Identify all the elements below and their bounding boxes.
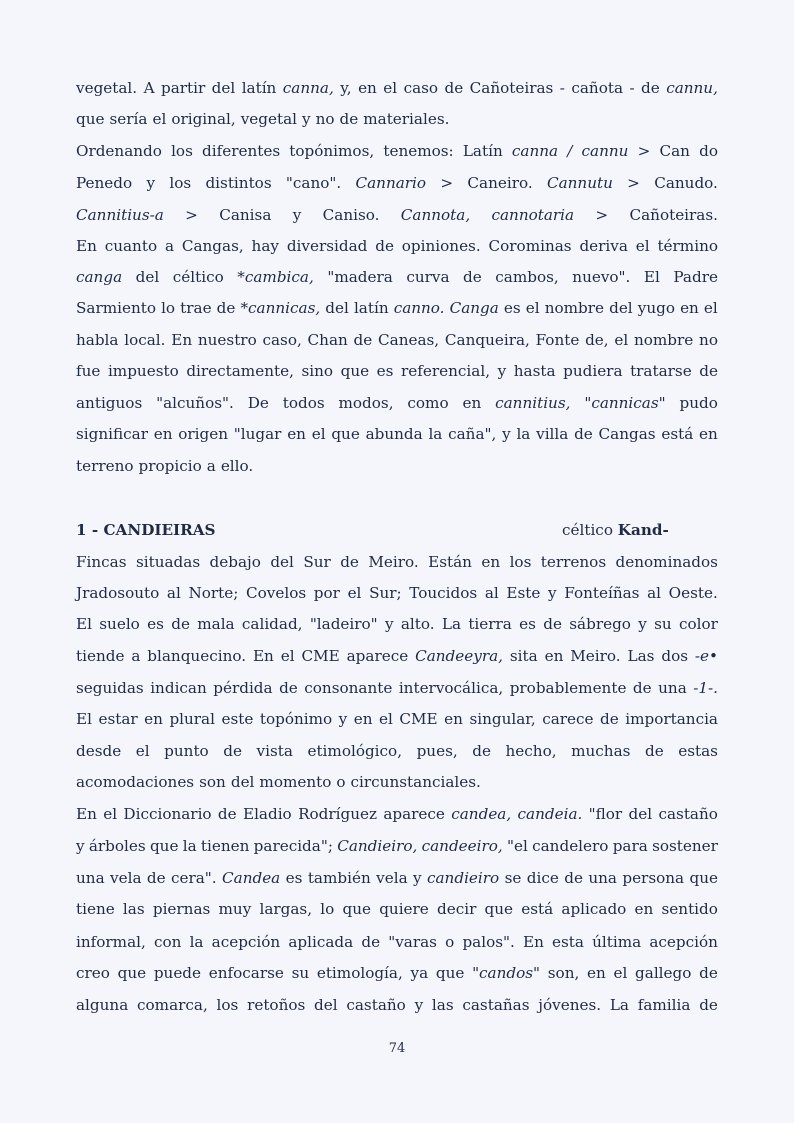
text-line: habla local. En nuestro caso, Chan de Caneas, Canqueira, Fonte de, el nombre no	[76, 331, 718, 349]
text-line: Cannitius-a > Canisa y Caniso. Cannota, cannotaria > Cañoteiras.	[76, 206, 718, 224]
text-line: Penedo y los distintos "cano". Cannario > Caneiro. Cannutu > Canudo.	[76, 174, 718, 192]
text-line: canga del céltico *cambica, "madera curva de cambos, nuevo". El Padre	[76, 268, 718, 286]
text-line: El estar en plural este topónimo y en el CME en singular, carece de importancia	[76, 710, 718, 728]
text-line: vegetal. A partir del latín canna, y, en el caso de Cañoteiras - cañota - de cannu,	[76, 79, 718, 97]
text-line: alguna comarca, los retoños del castaño y las castañas jóvenes. La familia de	[76, 996, 718, 1014]
text-line: antiguos "alcuños". De todos modos, como en cannitius, "cannicas" pudo	[76, 394, 718, 412]
section-etymology	[562, 520, 669, 540]
section-title: 1 - CANDIEIRAS	[76, 521, 216, 539]
etymology-prefix: céltico	[562, 521, 618, 539]
text-line: que sería el original, vegetal y no de materiales.	[76, 110, 450, 128]
text-line: y árboles que la tienen parecida"; Candieiro, candeeiro, "el candelero para sostener	[76, 837, 718, 855]
text-line: En cuanto a Cangas, hay diversidad de opiniones. Corominas deriva el término	[76, 237, 718, 255]
text-line: tiende a blanquecino. En el CME aparece Candeeyra, sita en Meiro. Las dos -e•	[76, 647, 718, 665]
text-line: terreno propicio a ello.	[76, 457, 254, 475]
text-line: significar en origen "lugar en el que abunda la caña", y la villa de Cangas está en	[76, 425, 718, 443]
text-line: seguidas indican pérdida de consonante intervocálica, probablemente de una -1-.	[76, 679, 718, 697]
text-line: creo que puede enfocarse su etimología, ya que "candos" son, en el gallego de	[76, 964, 718, 982]
text-line: Ordenando los diferentes topónimos, tenemos: Latín canna / cannu > Can do	[76, 142, 718, 160]
text-line: acomodaciones son del momento o circunstanciales.	[76, 773, 481, 791]
text-line: una vela de cera". Candea es también vela y candieiro se dice de una persona que	[76, 869, 718, 887]
page-number: 74	[388, 1041, 406, 1056]
text-line: Jradosouto al Norte; Covelos por el Sur; Toucidos al Este y Fonteíñas al Oeste.	[76, 584, 718, 602]
text-line: En el Diccionario de Eladio Rodríguez aparece candea, candeia. "flor del castaño	[76, 805, 718, 823]
text-line: tiene las piernas muy largas, lo que quiere decir que está aplicado en sentido	[76, 900, 718, 918]
text-line: fue impuesto directamente, sino que es referencial, y hasta pudiera tratarse de	[76, 362, 718, 380]
text-line: Sarmiento lo trae de *cannicas, del latín canno. Canga es el nombre del yugo en el	[76, 299, 718, 317]
text-line: El suelo es de mala calidad, "ladeiro" y alto. La tierra es de sábrego y su color	[76, 615, 718, 633]
text-line: informal, con la acepción aplicada de "varas o palos". En esta última acepción	[76, 933, 718, 951]
text-line: Fincas situadas debajo del Sur de Meiro. Están en los terrenos denominados	[76, 553, 718, 571]
etymology-root: Kand-	[617, 521, 669, 539]
text-line: desde el punto de vista etimológico, pues, de hecho, muchas de estas	[76, 742, 718, 760]
